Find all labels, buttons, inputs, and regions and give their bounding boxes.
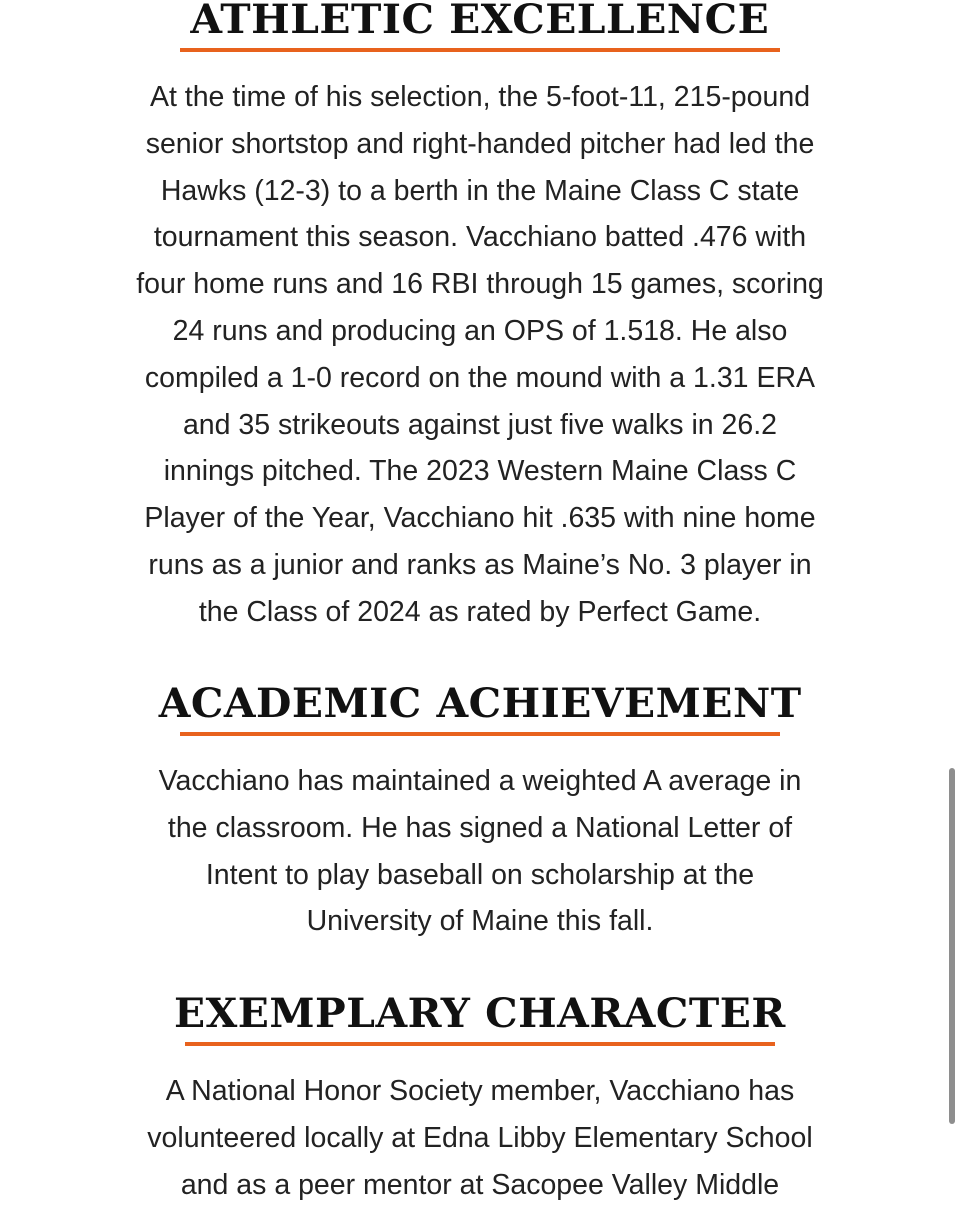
heading-underline: [185, 1042, 775, 1046]
section-paragraph: [80, 1068, 880, 1208]
paragraph-line: A National Honor Society member, Vacchiano has: [165, 1075, 795, 1107]
scrollbar-thumb[interactable]: [949, 768, 955, 1124]
paragraph-line: Player of the Year, Vacchiano hit .635 with nine home: [144, 502, 816, 535]
section-exemplary-character: [0, 992, 960, 1208]
paragraph-line: compiled a 1-0 record on the mound with a 1.31 ERA: [144, 361, 816, 394]
paragraph-line: senior shortstop and right-handed pitcher had led the: [145, 127, 815, 160]
paragraph-line: tournament this season. Vacchiano batted .476 with: [153, 221, 807, 254]
paragraph-line: the Class of 2024 as rated by Perfect Game.: [198, 595, 762, 628]
paragraph-line: At the time of his selection, the 5-foot-11, 215-pound: [149, 81, 811, 113]
section-heading: ACADEMIC ACHIEVEMENT: [158, 680, 802, 727]
paragraph-line: Intent to play baseball on scholarship at the: [205, 858, 755, 891]
heading-underline: [180, 48, 780, 52]
paragraph-line: 24 runs and producing an OPS of 1.518. He also: [172, 314, 788, 347]
paragraph-line: innings pitched. The 2023 Western Maine Class C: [163, 455, 797, 488]
section-academic-achievement: [0, 682, 960, 945]
paragraph-line: Hawks (12-3) to a berth in the Maine Class C state: [160, 174, 800, 207]
paragraph-line: runs as a junior and ranks as Maine’s No. 3 player in: [148, 548, 812, 581]
heading-block: [0, 682, 960, 736]
heading-block: [0, 992, 960, 1046]
paragraph-line: and as a peer mentor at Sacopee Valley Middle: [180, 1168, 780, 1201]
section-heading: EXEMPLARY CHARACTER: [174, 990, 786, 1037]
heading-underline: [180, 732, 780, 736]
paragraph-line: and 35 strikeouts against just five walks in 26.2: [182, 408, 778, 441]
paragraph-line: Vacchiano has maintained a weighted A average in: [158, 765, 802, 797]
section-paragraph: [80, 758, 880, 945]
heading-block: [0, 0, 960, 52]
section-heading: ATHLETIC EXCELLENCE: [190, 0, 770, 43]
paragraph-line: the classroom. He has signed a National Letter of: [167, 811, 793, 844]
paragraph-line: volunteered locally at Edna Libby Elementary School: [147, 1121, 813, 1154]
paragraph-line: University of Maine this fall.: [306, 905, 654, 938]
paragraph-line: four home runs and 16 RBI through 15 games, scoring: [136, 268, 824, 301]
section-paragraph: [80, 74, 880, 636]
